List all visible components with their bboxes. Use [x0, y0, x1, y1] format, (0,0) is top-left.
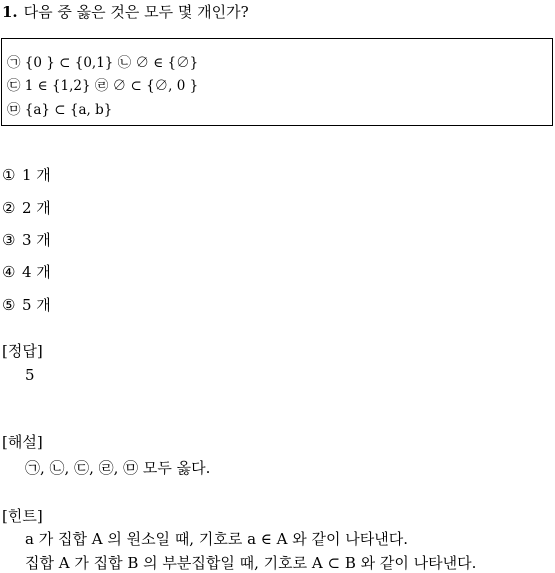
choice-3[interactable] — [2, 229, 51, 250]
statement-line: ㉢ 1 ∈ {1,2} ㉣ ∅ ⊂ {∅, 0 } — [7, 78, 199, 94]
choice-label: 2 개 — [22, 199, 51, 217]
choice-2[interactable] — [2, 197, 51, 218]
choice-5[interactable] — [2, 294, 51, 315]
hint-line: a 가 집합 A 의 원소일 때, 기호로 a ∈ A 와 같이 나타낸다. — [25, 530, 408, 548]
statement-box — [1, 38, 553, 126]
choice-marker: ② — [2, 199, 16, 217]
question-title — [2, 1, 249, 22]
choice-marker: ④ — [2, 263, 16, 281]
hint-heading: [힌트] — [2, 507, 43, 525]
choice-label: 4 개 — [22, 263, 51, 281]
answer-heading: [정답] — [2, 342, 43, 360]
explanation-text: ㉠, ㉡, ㉢, ㉣, ㉤ 모두 옳다. — [25, 459, 211, 477]
choice-marker: ③ — [2, 231, 16, 249]
statement-line: ㉤ {a} ⊂ {a, b} — [7, 102, 113, 118]
answer-value: 5 — [25, 366, 35, 384]
question-number: 1. — [2, 3, 18, 21]
explanation-heading: [해설] — [2, 433, 43, 451]
question-text: 다음 중 옳은 것은 모두 몇 개인가? — [23, 3, 249, 21]
choice-label: 1 개 — [22, 166, 51, 184]
statement-line: ㉠ {0 } ⊂ {0,1} ㉡ ∅ ∈ {∅} — [7, 55, 199, 71]
choice-4[interactable] — [2, 261, 51, 282]
choice-marker: ⑤ — [2, 296, 16, 314]
hint-line: 집합 A 가 집합 B 의 부분집합일 때, 기호로 A ⊂ B 와 같이 나타낸다. — [25, 554, 477, 572]
choice-label: 3 개 — [22, 231, 51, 249]
choice-marker: ① — [2, 166, 16, 184]
choice-1[interactable] — [2, 164, 51, 185]
choice-label: 5 개 — [22, 296, 51, 314]
